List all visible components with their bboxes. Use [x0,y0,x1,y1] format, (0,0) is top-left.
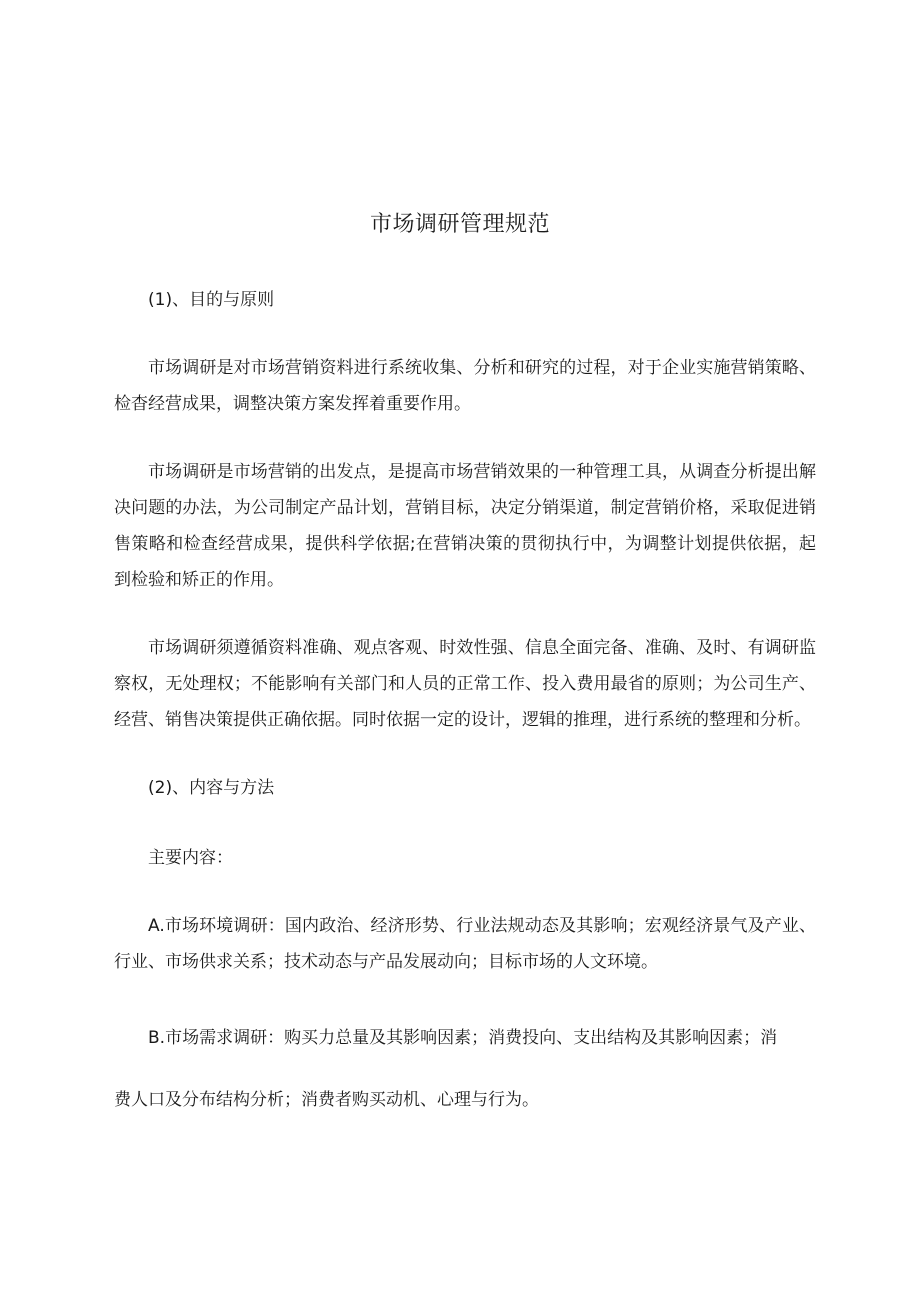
paragraph-definition: 市场调研是对市场营销资料进行系统收集、分析和研究的过程，对于企业实施营销策略、检杳经营成果，调整决策方案发挥着重要作用。 [114,358,816,414]
item-b-market-demand-line2: 费人口及分布结构分析；消费者购买动机、心理与行为。 [114,1090,539,1110]
paragraph-starting-point: 市场调研是市场营销的出发点，是提高市场营销效果的一种管理工具，从调查分析提出解决问题的办法，为公司制定产品计划，营销目标，决定分销渠道，制定营销价格，采取促进销售策略和检查经营成果，提供科学依据;在营销决策的贯彻执行中，为调整计划提供依据，起到检验和矫正的作用。 [114,462,816,590]
section-heading-purpose: (1)、目的与原则 [148,290,275,310]
item-b-market-demand-line1: B.市场需求调研：购买力总量及其影响因素；消费投向、支出结构及其影响因素；消 [148,1028,778,1048]
item-a-market-environment: A.市场环境调研：国内政治、经济形势、行业法规动态及其影响；宏观经济景气及产业、行业、市场供求关系；技术动态与产品发展动向；目标市场的人文环境。 [114,916,816,972]
main-content-label: 主要内容： [148,848,233,868]
paragraph-principles: 市场调研须遵循资料准确、观点客观、时效性强、信息全面完备、准确、及时、有调研监察权，无处理权；不能影响有关部门和人员的正常工作、投入费用最省的原则；为公司生产、经营、销售决策提供正确依据。同时依据一定的设计，逻辑的推理，进行系统的整理和分析。 [114,638,816,730]
document-title: 市场调研管理规范 [369,212,550,237]
section-heading-content-method: (2)、内容与方法 [148,778,275,798]
